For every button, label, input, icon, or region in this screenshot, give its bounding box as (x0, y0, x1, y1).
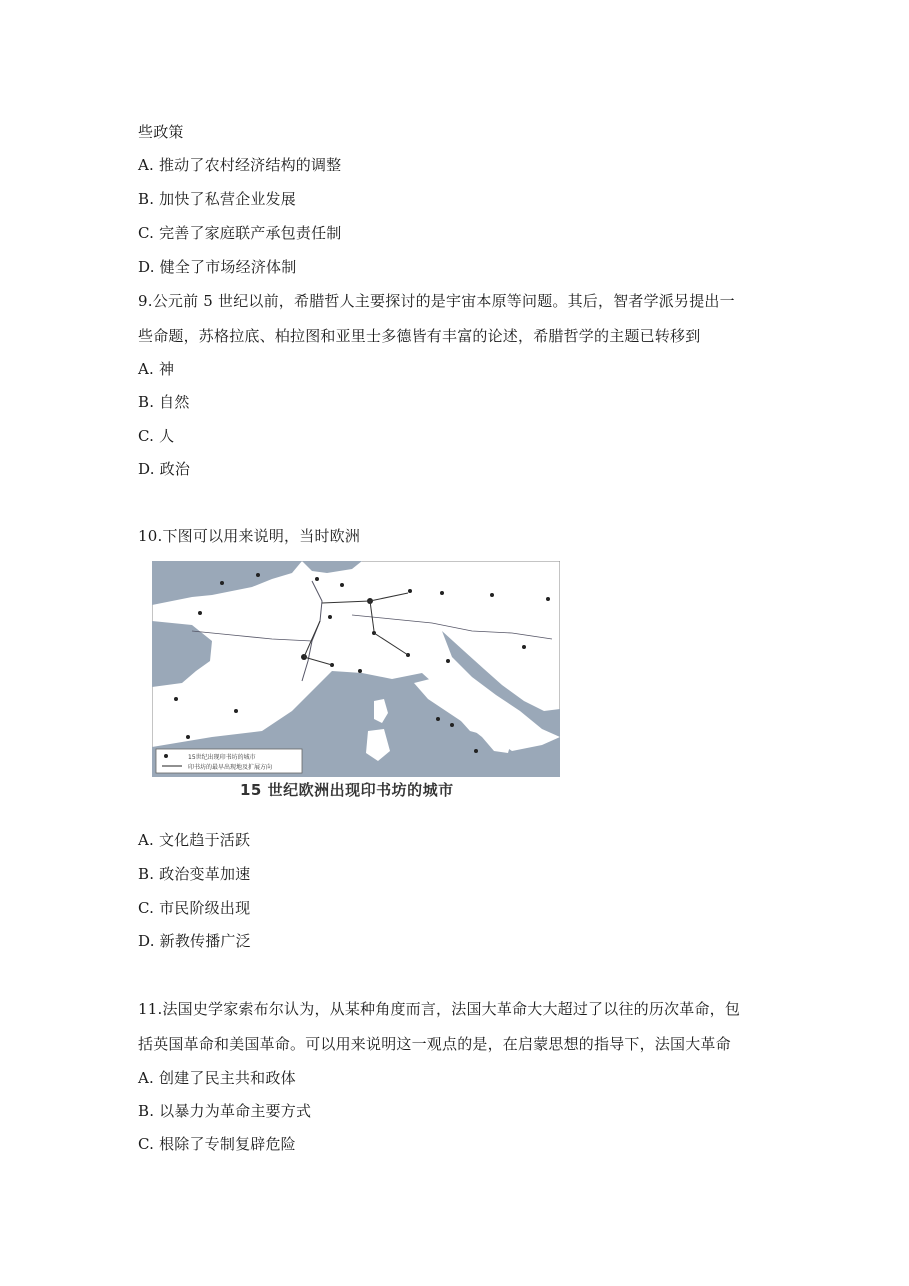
q9-option-c: C. 人 (138, 427, 175, 445)
q8-option-a: A. 推动了农村经济结构的调整 (138, 156, 342, 174)
q11-stem-line2: 括英国革命和美国革命。可以用来说明这一观点的是，在启蒙思想的指导下，法国大革命 (138, 1035, 731, 1053)
q10-option-b: B. 政治变革加速 (138, 865, 251, 883)
legend-label-city: 15世纪出现印书坊的城市 (188, 754, 256, 761)
q9-stem-line1: 9.公元前 5 世纪以前，希腊哲人主要探讨的是宇宙本原等问题。其后，智者学派另提出一 (138, 292, 735, 310)
q10-option-d: D. 新教传播广泛 (138, 932, 251, 950)
q9-option-b: B. 自然 (138, 393, 190, 411)
europe-printing-map (152, 561, 560, 801)
map-caption: 15 世纪欧洲出现印书坊的城市 (240, 781, 454, 799)
q10-option-c: C. 市民阶级出现 (138, 899, 251, 917)
q10-option-a: A. 文化趋于活跃 (138, 831, 251, 849)
q9-stem-line2: 些命题，苏格拉底、柏拉图和亚里士多德皆有丰富的论述，希腊哲学的主题已转移到 (138, 327, 701, 345)
q11-option-c: C. 根除了专制复辟危险 (138, 1135, 296, 1153)
q8-option-d: D. 健全了市场经济体制 (138, 258, 297, 276)
q8-option-c: C. 完善了家庭联产承包责任制 (138, 224, 342, 242)
q9-option-d: D. 政治 (138, 460, 191, 478)
map-image (152, 561, 560, 777)
q10-stem: 10.下图可以用来说明，当时欧洲 (138, 527, 361, 545)
legend-label-spread: 印书坊的最早出现地及扩展方向 (188, 764, 273, 771)
q9-option-a: A. 神 (138, 360, 175, 378)
legend-city-dot (164, 754, 168, 758)
q11-option-a: A. 创建了民主共和政体 (138, 1069, 296, 1087)
q11-option-b: B. 以暴力为革命主要方式 (138, 1102, 312, 1120)
q8-stem-tail: 些政策 (138, 123, 184, 141)
q11-stem-line1: 11.法国史学家索布尔认为，从某种角度而言，法国大革命大大超过了以往的历次革命，包 (138, 1000, 741, 1018)
q8-option-b: B. 加快了私营企业发展 (138, 190, 296, 208)
